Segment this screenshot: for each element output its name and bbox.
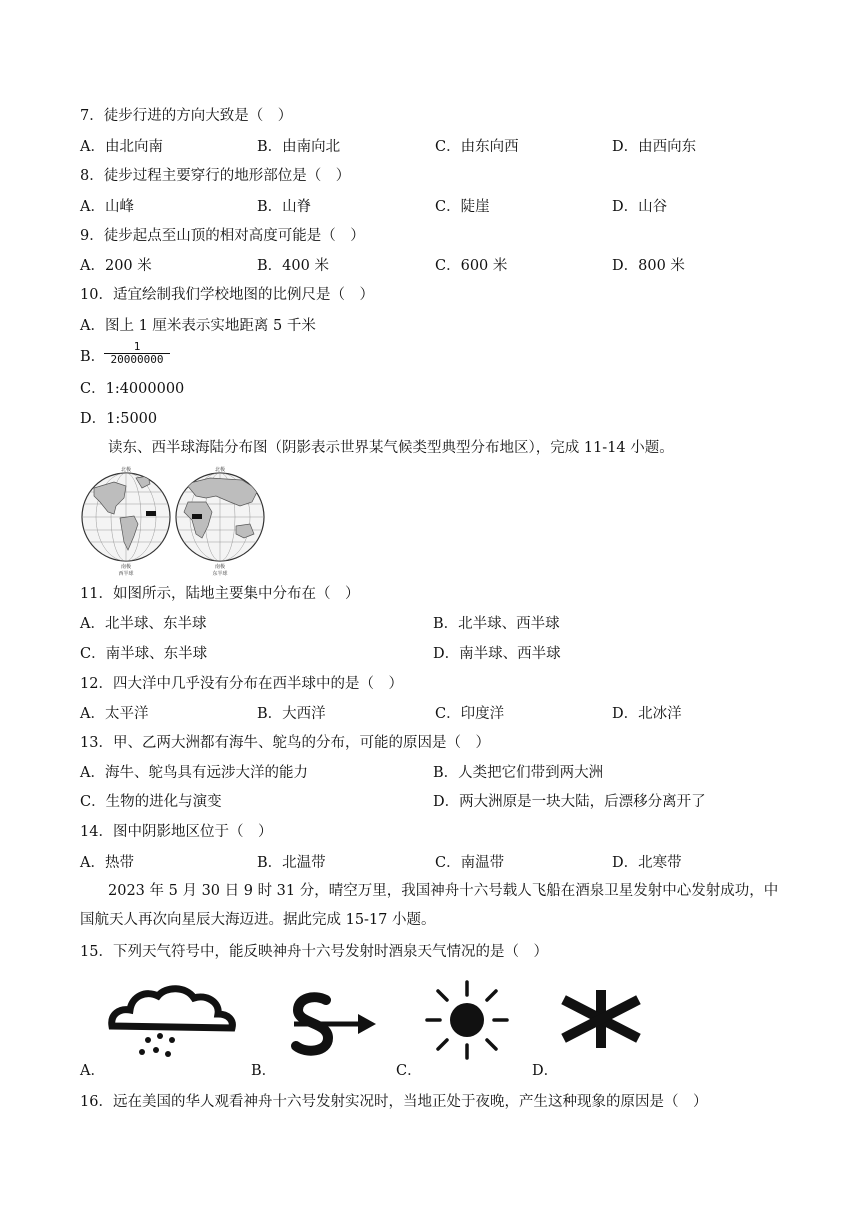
snowflake-icon — [558, 990, 644, 1048]
q11-option-d: D．南半球、西半球 — [433, 646, 561, 662]
q9-option-b: B．400 米 — [257, 258, 329, 274]
snow-cloud-icon — [106, 978, 238, 1062]
q14-option-b: B．北温带 — [257, 855, 326, 871]
q15-option-a: A． — [80, 1063, 105, 1079]
q12-option-b: B．大西洋 — [257, 706, 326, 722]
wind-s-arrow-icon — [286, 990, 380, 1062]
q8-option-b: B．山脊 — [257, 199, 312, 215]
q12-option-a: A．太平洋 — [80, 706, 149, 722]
intro-paragraph-1: 读东、西半球海陆分布图（阴影表示世界某气候类型典型分布地区），完成 11-14 小题。 — [108, 440, 674, 456]
q9-stem: 9．徒步起点至山顶的相对高度可能是（ ） — [80, 228, 365, 244]
q9-option-d: D．800 米 — [612, 258, 685, 274]
east-south-pole-label: 南极 — [214, 564, 226, 570]
west-hemisphere-label: 西半球 — [118, 571, 134, 577]
q7-option-a: A．由北向南 — [80, 139, 163, 155]
east-hemisphere-label: 东半球 — [212, 571, 228, 577]
west-hemisphere — [80, 472, 172, 562]
q15-option-d: D． — [532, 1063, 559, 1079]
scale-fraction — [104, 341, 170, 366]
q13-option-d: D．两大洲原是一块大陆，后漂移分离开了 — [433, 794, 706, 810]
q11-option-b: B．北半球、西半球 — [433, 616, 560, 632]
q14-option-d: D．北寒带 — [612, 855, 682, 871]
q10-option-d: D．1:5000 — [80, 411, 158, 427]
east-north-pole-label: 北极 — [214, 467, 226, 473]
q16-stem: 16．远在美国的华人观看神舟十六号发射实况时，当地正处于夜晚，产生这种现象的原因是（ ） — [80, 1094, 708, 1110]
q13-stem: 13．甲、乙两大洲都有海牛、鸵鸟的分布，可能的原因是（ ） — [80, 735, 490, 751]
q11-option-a: A．北半球、东半球 — [80, 616, 207, 632]
q15-option-b: B． — [251, 1063, 277, 1079]
east-hemisphere — [174, 472, 266, 562]
q15-stem: 15．下列天气符号中，能反映神舟十六号发射时酒泉天气情况的是（ ） — [80, 944, 548, 960]
q11-option-c: C．南半球、东半球 — [80, 646, 208, 662]
q13-option-b: B．人类把它们带到两大洲 — [433, 765, 604, 781]
shaded-region — [146, 511, 156, 516]
q11-stem: 11．如图所示，陆地主要集中分布在（ ） — [80, 586, 360, 602]
q14-stem: 14．图中阴影地区位于（ ） — [80, 824, 273, 840]
sun-icon — [424, 980, 510, 1060]
west-south-pole-label: 南极 — [120, 564, 132, 570]
q8-stem: 8．徒步过程主要穿行的地形部位是（ ） — [80, 168, 351, 184]
q8-option-a: A．山峰 — [80, 199, 134, 215]
q7-option-d: D．由西向东 — [612, 139, 697, 155]
q10-option-a: A．图上 1 厘米表示实地距离 5 千米 — [80, 318, 316, 334]
q7-option-c: C．由东向西 — [435, 139, 519, 155]
q12-stem: 12．四大洋中几乎没有分布在西半球中的是（ ） — [80, 676, 403, 692]
q8-option-c: C．陡崖 — [435, 199, 490, 215]
q8-option-d: D．山谷 — [612, 199, 668, 215]
q12-option-d: D．北冰洋 — [612, 706, 682, 722]
q12-option-c: C．印度洋 — [435, 706, 505, 722]
q14-option-a: A．热带 — [80, 855, 134, 871]
q10-option-b-label: B． — [80, 349, 106, 365]
q13-option-c: C．生物的进化与演变 — [80, 794, 222, 810]
shaded-region — [192, 514, 202, 519]
q10-option-c: C．1:4000000 — [80, 381, 185, 397]
q13-option-a: A．海牛、鸵鸟具有远涉大洋的能力 — [80, 765, 308, 781]
q7-stem: 7．徒步行进的方向大致是（ ） — [80, 108, 293, 124]
q9-option-a: A．200 米 — [80, 258, 152, 274]
hemisphere-map — [80, 462, 272, 578]
intro-paragraph-2: 2023 年 5 月 30 日 9 时 31 分，晴空万里，我国神舟十六号载人飞船在酒泉卫星发射中心发射成功，中国航天人再次向星辰大海迈进。据此完成 15-17 小题。 — [80, 883, 779, 928]
q14-option-c: C．南温带 — [435, 855, 505, 871]
fraction-numerator: 1 — [104, 341, 170, 354]
q15-option-c: C． — [396, 1063, 422, 1079]
q10-stem: 10．适宜绘制我们学校地图的比例尺是（ ） — [80, 287, 374, 303]
west-north-pole-label: 北极 — [120, 467, 132, 473]
q9-option-c: C．600 米 — [435, 258, 508, 274]
q7-option-b: B．由南向北 — [257, 139, 341, 155]
fraction-denominator: 20000000 — [110, 353, 164, 366]
